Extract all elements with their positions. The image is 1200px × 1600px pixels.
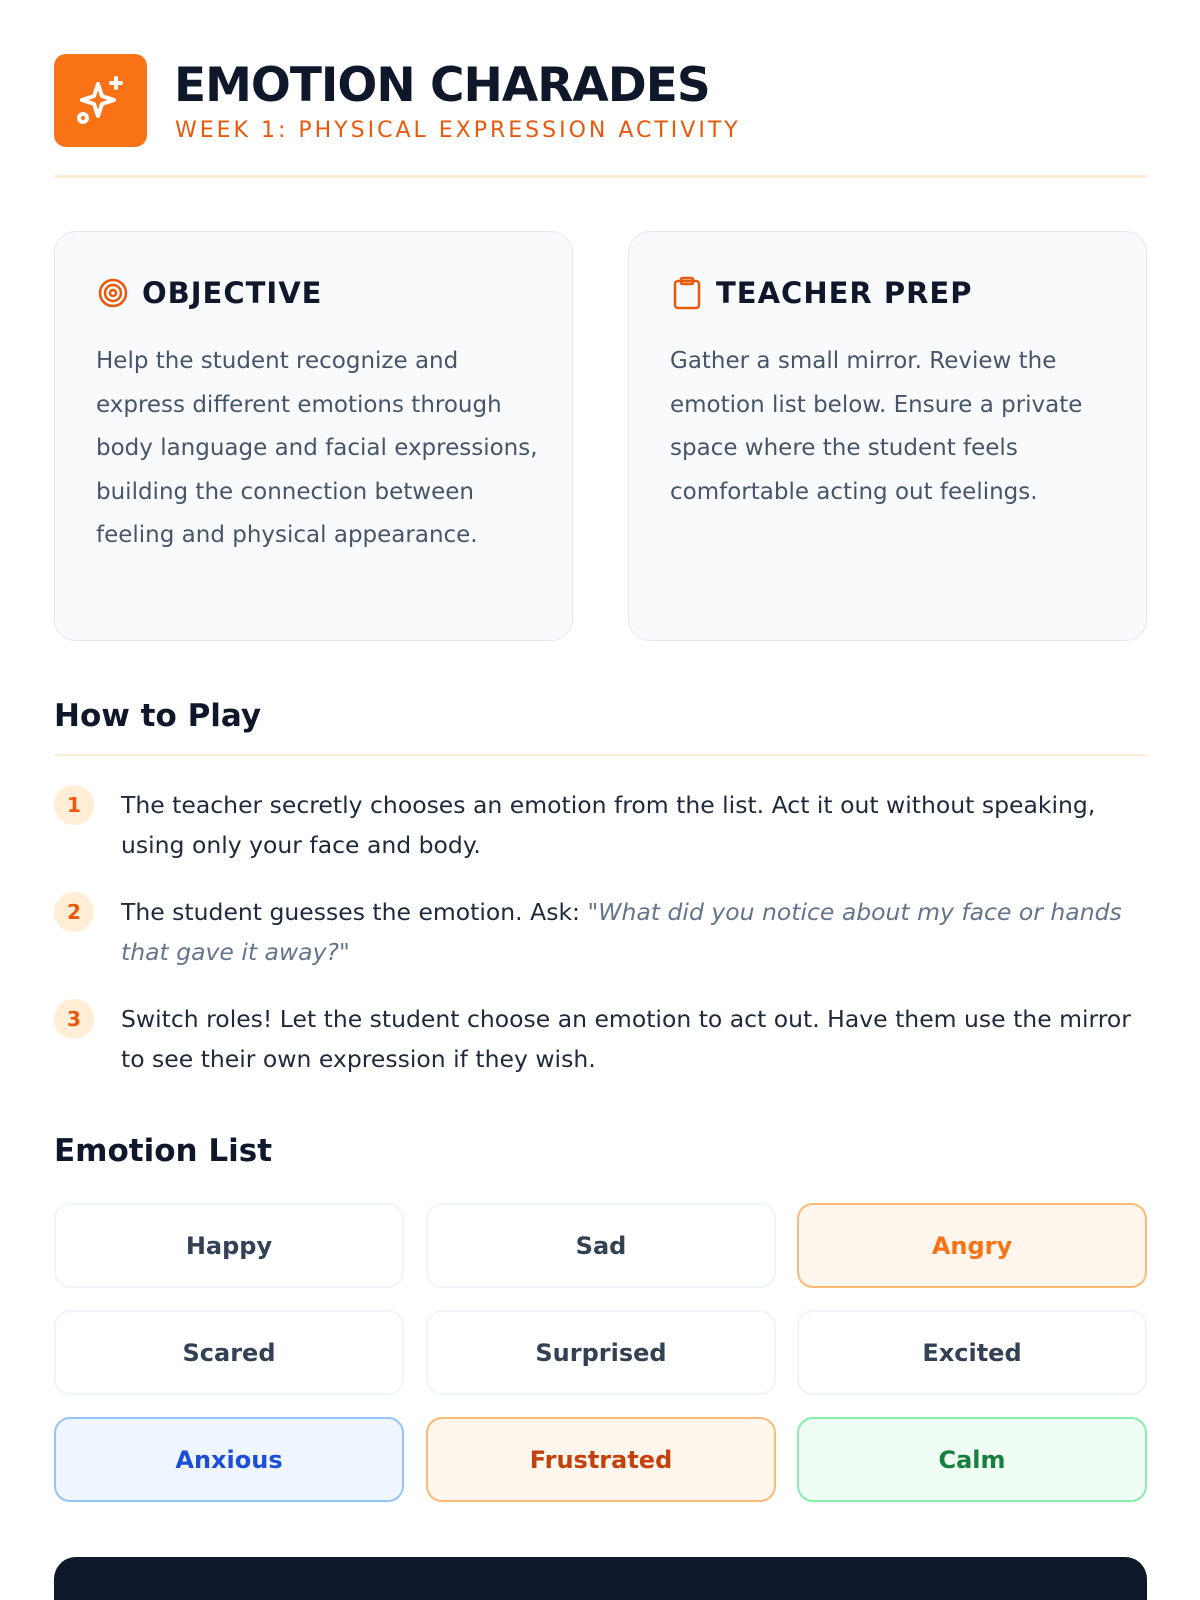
step-text: The student guesses the emotion. Ask: [121,898,580,926]
step-text: Switch roles! Let the student choose an emotion to act out. Have them use the mirror to see their own expression if they wish. [121,1005,1131,1073]
step-number: 3 [54,999,94,1039]
emotion-card-surprised[interactable]: Surprised [426,1310,776,1395]
emotion-card-angry[interactable]: Angry [797,1203,1147,1288]
emotion-card-anxious[interactable]: Anxious [54,1417,404,1502]
page-subtitle: WEEK 1: PHYSICAL EXPRESSION ACTIVITY [175,118,741,143]
sparkles-icon [54,54,147,147]
emotion-list-title: Emotion List [54,1133,273,1169]
step-text-with-quote [121,892,1147,972]
step-text: The teacher secretly chooses an emotion from the list. Act it out without speaking, using only your face and body. [121,791,1096,859]
section-divider [54,754,1147,756]
teacher-prep-title: TEACHER PREP [716,276,973,310]
emotion-card-scared[interactable]: Scared [54,1310,404,1395]
objective-title: OBJECTIVE [142,276,323,310]
emotion-card-excited[interactable]: Excited [797,1310,1147,1395]
objective-card [54,231,573,641]
teacher-prep-card [628,231,1147,641]
step-quote: "What did you notice about my face or hands that gave it away?" [121,898,1122,966]
objective-text: Help the student recognize and express different emotions through body language and facial expressions, building the connection between feeling and physical appearance. [96,348,538,549]
emotion-card-sad[interactable]: Sad [426,1203,776,1288]
page-header [54,54,1147,178]
emotion-card-happy[interactable]: Happy [54,1203,404,1288]
footer-panel [54,1557,1147,1600]
emotion-card-calm[interactable]: Calm [797,1417,1147,1502]
step-number: 1 [54,785,94,825]
emotion-card-frustrated[interactable]: Frustrated [426,1417,776,1502]
page-title: EMOTION CHARADES [174,58,710,113]
step-number: 2 [54,892,94,932]
clipboard-icon [670,276,704,310]
teacher-prep-text: Gather a small mirror. Review the emotion list below. Ensure a private space where the student feels comfortable acting out feelings. [670,348,1083,505]
how-to-play-title: How to Play [54,698,262,734]
target-icon [96,276,130,310]
